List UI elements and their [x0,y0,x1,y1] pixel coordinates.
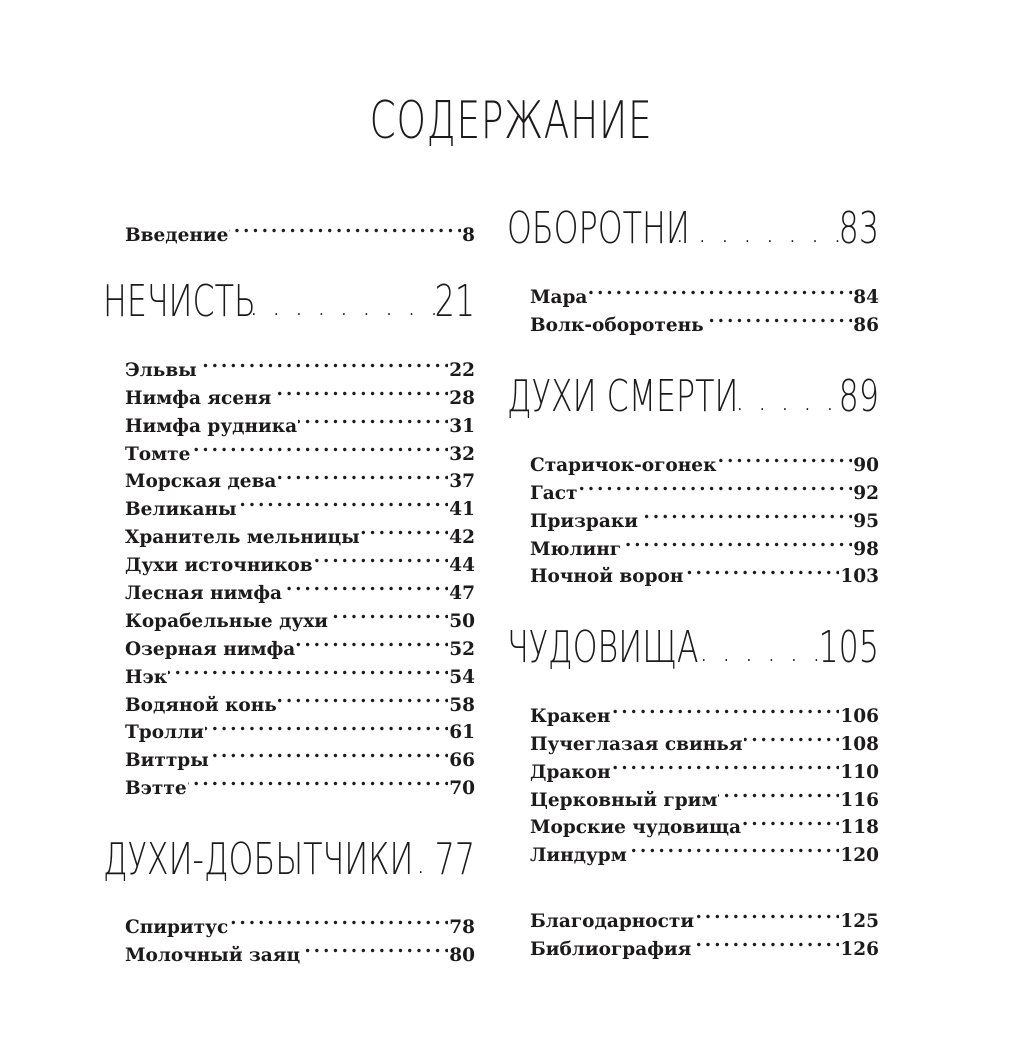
heading-dot-leader: ...... [699,634,835,669]
entry-title: Ночной ворон [530,566,684,588]
entry-title: Мюлинг [530,538,622,560]
dot-leader [272,376,448,404]
dot-leader [210,738,448,766]
dot-leader [718,778,839,806]
entry-title: Великаны [125,499,237,521]
dot-leader [588,275,852,303]
section-entries [103,905,475,966]
entry-page: 58 [449,694,475,716]
toc-entry[interactable] [530,443,879,476]
entry-page: 86 [853,314,879,336]
dot-leader [695,899,839,927]
entry-page: 80 [449,944,475,966]
section-heading-label: ОБОРОТНИ [507,203,690,254]
section-heading-label: НЕЧИСТЬ [103,276,256,327]
dot-leader [314,543,449,571]
entry-title: Корабельные духи [125,610,329,632]
toc-entry[interactable] [530,275,879,308]
dot-leader [229,213,461,241]
entry-title: Водяной конь [125,694,277,716]
entry-page: 41 [449,499,475,521]
entry-page: 108 [840,733,879,755]
entry-page: 125 [840,910,879,932]
entry-title: Томте [125,443,191,465]
entry-page: 110 [840,761,879,783]
dot-leader [742,806,839,834]
back-matter-entries [507,899,879,960]
section-oborotni [507,203,879,336]
entry-page: 54 [449,666,475,688]
entry-page: 95 [853,510,879,532]
toc-entry[interactable] [125,348,475,381]
dot-leader [301,933,448,961]
entry-title: Нимфа ясеня [125,387,272,409]
dot-leader [329,599,448,627]
entry-title: Хранитель мельницы [125,527,360,549]
entry-page: 116 [840,789,879,811]
toc-entry[interactable] [125,683,475,716]
entry-title: Введение [125,224,229,246]
dot-leader [191,432,448,460]
entry-page: 28 [449,387,475,409]
entry-title: Линдурм [530,845,627,867]
section-heading-page: 21 [434,276,475,327]
toc-entry[interactable] [530,471,879,504]
dot-leader [361,515,449,543]
entry-title: Благодарности [530,910,695,932]
toc-entry-intro[interactable] [125,213,475,246]
toc-entry-acknowledgements[interactable] [530,899,879,932]
dot-leader [238,487,449,515]
heading-dot-leader: . [416,846,439,881]
entry-title: Церковный грим [530,789,718,811]
toc-entry[interactable] [125,655,475,688]
entry-page: 84 [853,286,879,308]
entry-page: 78 [449,916,475,938]
entry-title: Морские чудовища [530,817,741,839]
entry-page: 92 [853,482,879,504]
entry-page: 32 [449,443,475,465]
entry-page: 42 [449,527,475,549]
dot-leader [622,527,852,555]
section-heading[interactable] [103,834,475,886]
entry-page: 31 [449,415,475,437]
section-chudovishcha [507,622,879,867]
entry-page: 47 [449,583,475,605]
section-heading-page: 89 [838,371,879,422]
entry-title: Нимфа рудника [125,415,298,437]
heading-dot-leader: ..... [735,383,848,418]
entry-page: 50 [449,610,475,632]
section-heading[interactable] [507,371,879,423]
entry-title: Молочный заяц [125,944,301,966]
entry-title: Духи источников [125,555,313,577]
entry-page: 61 [449,722,475,744]
section-heading-page: 77 [434,834,475,885]
section-entries [507,275,879,336]
toc-entry[interactable] [530,694,879,727]
dot-leader [278,683,448,711]
section-nechist [103,276,475,800]
section-entries [103,348,475,800]
section-heading-label: ДУХИ-ДОБЫТЧИКИ [103,834,414,885]
entry-title: Лесная нимфа [125,583,283,605]
dot-leader [296,627,448,655]
section-dukhi-dobytchiki [103,834,475,966]
dot-leader [188,766,449,794]
section-heading[interactable] [507,622,879,674]
intro-block [103,213,475,246]
dot-leader [628,833,840,861]
dot-leader [579,471,853,499]
section-heading[interactable] [103,276,475,328]
dot-leader [744,722,840,750]
entry-page: 37 [449,471,475,493]
entry-title: Призраки [530,510,638,532]
dot-leader [717,443,852,471]
heading-dot-leader: ......... [249,288,452,323]
section-entries [507,443,879,588]
section-heading-page: 83 [838,203,879,254]
entry-title: Вэтте [125,778,187,800]
dot-leader [198,348,449,376]
toc-entry[interactable] [530,499,879,532]
entry-title: Библиография [530,938,692,960]
dot-leader [692,927,839,955]
entry-page: 98 [853,538,879,560]
entry-title: Волк-оборотень [530,314,704,336]
dot-leader [705,303,853,331]
entry-page: 66 [449,750,475,772]
entry-title: Старичок-огонек [530,454,717,476]
section-entries [507,694,879,867]
entry-page: 103 [840,566,879,588]
entry-title: Кракен [530,705,611,727]
entry-title: Спиритус [125,916,229,938]
dot-leader [277,460,448,488]
entry-title: Нэк [125,666,168,688]
entry-page: 70 [449,778,475,800]
entry-title: Пучеглазая свинья [530,733,743,755]
dot-leader [205,711,448,739]
section-heading-label: ДУХИ СМЕРТИ [507,371,739,422]
dot-leader [298,404,448,432]
section-heading-label: ЧУДОВИЩА [507,622,699,673]
toc-entry[interactable] [125,905,475,938]
back-matter [507,899,879,960]
entry-title: Мара [530,286,588,308]
entry-title: Эльвы [125,359,197,381]
dot-leader [168,655,448,683]
entry-title: Тролли [125,722,204,744]
entry-title: Озерная нимфа [125,638,296,660]
entry-title: Дракон [530,761,611,783]
dot-leader [229,905,448,933]
dot-leader [612,750,840,778]
entry-page: 118 [840,817,879,839]
entry-title: Гаст [530,482,578,504]
entry-title: Виттры [125,750,209,772]
section-heading[interactable] [507,203,879,255]
entry-page: 8 [462,224,475,246]
heading-dot-leader: ........ [675,215,856,250]
entry-page: 106 [840,705,879,727]
entry-page: 44 [449,555,475,577]
entry-page: 120 [840,845,879,867]
dot-leader [611,694,839,722]
dot-leader [684,555,839,583]
section-heading-page: 105 [818,622,879,673]
dot-leader [283,571,448,599]
dot-leader [639,499,852,527]
page-title: СОДЕРЖАНИЕ [369,91,653,151]
entry-page: 126 [840,938,879,960]
entry-page: 22 [449,359,475,381]
entry-title: Морская дева [125,471,277,493]
section-dukhi-smerti [507,371,879,588]
entry-page: 52 [449,638,475,660]
entry-page: 90 [853,454,879,476]
